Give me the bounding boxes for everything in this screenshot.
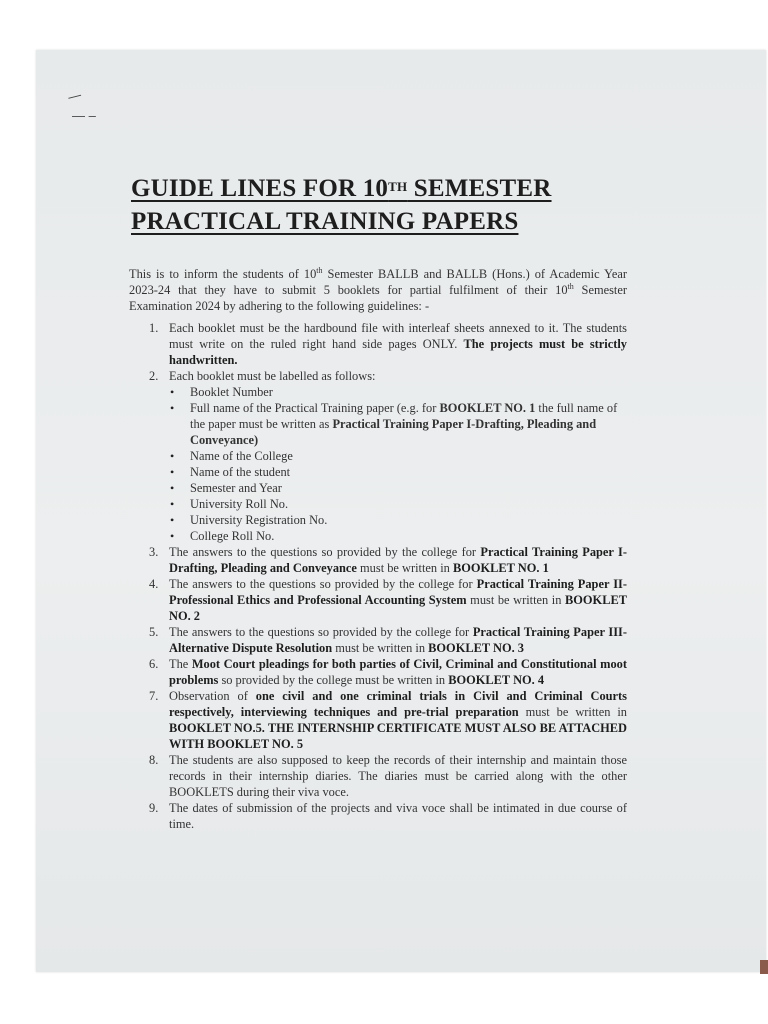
label-item: • Semester and Year <box>170 480 627 496</box>
label-bold-text: Practical Training Paper I-Drafting, Pleading and Conveyance) <box>190 417 597 447</box>
intro-text: Semester Examination 2024 by adhering to the following guidelines: - <box>129 283 627 313</box>
guidelines-list <box>129 320 627 832</box>
item-text: The <box>169 657 192 671</box>
item-text: so provided by the college must be written in <box>218 673 449 687</box>
label-text: the full name of the paper must be written as <box>190 401 618 431</box>
intro-paragraph <box>129 266 627 314</box>
item-text: must be written in <box>518 705 627 719</box>
item-number: 2. <box>149 369 159 383</box>
guideline-item <box>129 656 627 688</box>
item-bold-text: Practical Training Paper III-Alternative Dispute Resolution <box>169 625 627 655</box>
label-item: • Name of the student <box>170 464 627 480</box>
title-line-2: PRACTICAL TRAINING PAPERS <box>131 208 519 235</box>
item-text: Each booklet must be labelled as follows: <box>169 369 376 383</box>
item-bold-text: The projects must be strictly handwritten. <box>169 337 627 367</box>
item-number: 4. <box>149 577 159 591</box>
item-text: Each booklet must be the hardbound file with interleaf sheets annexed to it. The students must write on the ruled right hand side pages ONLY. <box>169 321 627 351</box>
title-line-1 <box>131 172 552 205</box>
item-number: 1. <box>149 321 159 335</box>
label-bold-text: BOOKLET NO. 1 <box>439 401 536 415</box>
intro-text: Semester BALLB and BALLB (Hons.) of Academic Year 2023-24 that they have to submit 5 booklets for partial fulfilment of their 10 <box>129 267 628 297</box>
item-bold-text: BOOKLET NO.5. THE INTERNSHIP CERTIFICATE MUST ALSO BE ATTACHED WITH BOOKLET NO. 5 <box>169 721 627 751</box>
guideline-item <box>129 368 627 384</box>
item-bold-text: Moot Court pleadings for both parties of Civil, Criminal and Constitutional moot problems <box>169 657 627 687</box>
guideline-item <box>129 800 627 832</box>
document-body <box>129 266 627 832</box>
item-bold-text: BOOKLET NO. 1 <box>452 561 549 575</box>
title-text: SEMESTER <box>407 175 552 202</box>
label-item: • College Roll No. <box>170 528 627 544</box>
intro-superscript: th <box>567 282 574 291</box>
title-superscript: TH <box>388 179 408 194</box>
document-title <box>131 172 552 238</box>
guideline-item <box>129 544 627 576</box>
item-number: 7. <box>149 689 159 703</box>
item-bold-text: BOOKLET NO. 3 <box>428 641 524 655</box>
label-item: • University Roll No. <box>170 496 627 512</box>
item-text: The answers to the questions so provided by the college for <box>169 577 477 591</box>
page-edge <box>760 960 768 974</box>
guideline-item <box>129 576 627 624</box>
item-number: 8. <box>149 753 159 767</box>
item-text: Observation of <box>169 689 256 703</box>
item-number: 5. <box>149 625 159 639</box>
item-text: The answers to the questions so provided by the college for <box>169 625 473 639</box>
item-bold-text: one civil and one criminal trials in Civil and Criminal Courts respectively, interviewing techniques and pre-trial preparation <box>169 689 627 719</box>
intro-text: This is to inform the students of 10 <box>129 267 317 281</box>
item-text: must be written in <box>466 593 566 607</box>
item-text: The dates of submission of the projects and viva voce shall be intimated in due course of time. <box>169 801 627 831</box>
item-bold-text: Practical Training Paper I-Drafting, Pleading and Conveyance <box>169 545 627 575</box>
pen-mark: — <box>66 86 83 105</box>
item-bold-text: Practical Training Paper II-Professional Ethics and Professional Accounting System <box>169 577 628 607</box>
label-item <box>170 400 627 448</box>
item-number: 9. <box>149 801 159 815</box>
guideline-item <box>129 320 627 368</box>
item-number: 6. <box>149 657 159 671</box>
pen-mark: — – <box>72 108 96 123</box>
label-text: Full name of the Practical Training paper (e.g. for <box>190 401 440 415</box>
label-item: • University Registration No. <box>170 512 627 528</box>
label-item: • Booklet Number <box>170 384 627 400</box>
intro-superscript: th <box>316 266 323 275</box>
guideline-item <box>129 752 627 800</box>
label-sublist <box>129 384 627 544</box>
item-text: must be written in <box>356 561 453 575</box>
item-bold-text: BOOKLET NO. 4 <box>448 673 545 687</box>
guideline-item <box>129 624 627 656</box>
item-text: must be written in <box>332 641 429 655</box>
item-text: The answers to the questions so provided by the college for <box>169 545 481 559</box>
label-sublist-container <box>129 384 627 544</box>
item-text: The students are also supposed to keep the records of their internship and maintain those records in their internship diaries. The diaries must be carried along with the other BOOKLETS during their viva voce. <box>169 753 627 799</box>
label-item: • Name of the College <box>170 448 627 464</box>
item-number: 3. <box>149 545 159 559</box>
guideline-item <box>129 688 627 752</box>
item-bold-text: BOOKLET NO. 2 <box>169 593 627 623</box>
title-text: GUIDE LINES FOR 10 <box>131 175 389 202</box>
